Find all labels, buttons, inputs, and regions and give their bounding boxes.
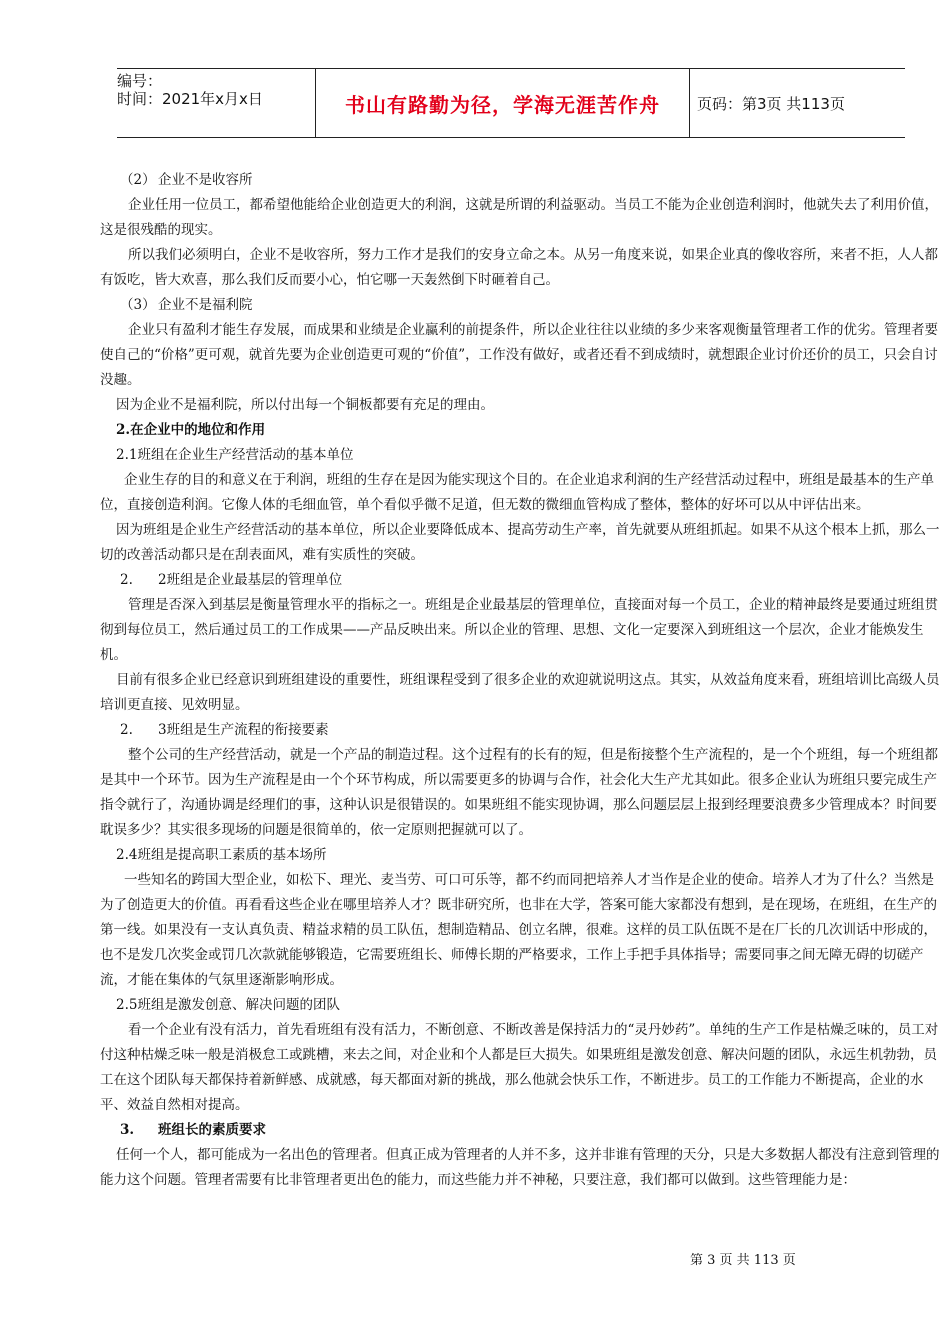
body-paragraph: 整个公司的生产经营活动，就是一个产品的制造过程。这个过程有的长有的短，但是衔接整个生产流程的，是一个个班组，每一个班组都是其中一个环节。因为生产流程是由一个个环节构成，所以需要更多的协调与合作，社会化大生产尤其如此。很多企业认为班组只要完成生产指令就行了，沟通协调是经理们的事，这种认识是很错误的。如果班组不能实现协调，那么问题层层上报到经理要浪费多少管理成本？时间要耽误多少？其实很多现场的问题是很简单的，依一定原则把握就可以了。 xyxy=(100,747,938,838)
heading-text: 企业不是福利院 xyxy=(158,297,253,313)
heading-number: 2. xyxy=(120,572,133,588)
header-motto-cell xyxy=(315,69,690,137)
doc-date-label: 时间：2021年x月x日 xyxy=(117,90,263,108)
header-meta xyxy=(117,69,315,137)
body-paragraph: 管理是否深入到基层是衡量管理水平的指标之一。班组是企业最基层的管理单位，直接面对每一个员工，企业的精神最终是要通过班组贯彻到每位员工，然后通过员工的工作成果——产品反映出来。所以企业的管理、思想、文化一定要深入到班组这一个层次，企业才能焕发生机。 xyxy=(100,597,938,663)
body-paragraph: 因为班组是企业生产经营活动的基本单位，所以企业要降低成本、提高劳动生产率，首先就要从班组抓起。如果不从这个根本上抓，那么一切的改善活动都只是在刮表面风，难有实质性的突破。 xyxy=(100,522,940,563)
heading-number: （2） xyxy=(120,172,156,188)
heading-text: 班组长的素质要求 xyxy=(158,1122,266,1138)
body-paragraph: 一些知名的跨国大型企业，如松下、理光、麦当劳、可口可乐等，都不约而同把培养人才当作是企业的使命。培养人才为了什么？当然是为了创造更大的价值。再看看这些企业在哪里培养人才？既非研究所，也非在大学，答案可能大家都没有想到，是在现场，在班组，在生产的第一线。如果没有一支认真负责、精益求精的员工队伍，想制造精品、创立名牌，很难。这样的员工队伍既不是在厂长的几次训话中形成的，也不是发几次奖金或罚几次款就能够锻造，它需要班组长、师傅长期的严格要求，工作上手把手具体指导；需要同事之间无障无碍的切磋产流，才能在集体的气氛里逐渐影响形成。 xyxy=(100,872,937,988)
heading-text: 3班组是生产流程的衔接要素 xyxy=(158,722,329,738)
body-paragraph: 企业任用一位员工，都希望他能给企业创造更大的利润，这就是所谓的利益驱动。当员工不能为企业创造利润时，他就失去了利用价值，这是很残酷的现实。 xyxy=(100,197,938,238)
heading-text: 企业不是收容所 xyxy=(158,172,253,188)
body-paragraph: 看一个企业有没有活力，首先看班组有没有活力，不断创意、不断改善是保持活力的“灵丹妙药”。单纯的生产工作是枯燥乏味的，员工对付这种枯燥乏味一般是消极怠工或跳槽，来去之间，对企业和个人都是巨大损失。如果班组是激发创意、解决问题的团队，永远生机勃勃，员工在这个团队每天都保持着新鲜感、成就感，每天都面对新的挑战，那么他就会快乐工作，不断进步。员工的工作能力不断提高，企业的水平、效益自然相对提高。 xyxy=(100,1022,939,1113)
section-heading xyxy=(100,568,940,593)
section-heading xyxy=(100,718,940,743)
heading-text: 2班组是企业最基层的管理单位 xyxy=(158,572,343,588)
body-paragraph: 企业生存的目的和意义在于利润，班组的生存在是因为能实现这个目的。在企业追求利润的生产经营活动过程中，班组是最基本的生产单位，直接创造利润。它像人体的毛细血管，单个看似乎微不足道，但无数的微细血管构成了整体，整体的好坏可以从中评估出来。 xyxy=(100,472,934,513)
header-motto: 书山有路勤为径，学海无涯苦作舟 xyxy=(345,92,660,117)
body-paragraph: 企业只有盈利才能生存发展，而成果和业绩是企业赢利的前提条件，所以企业往往以业绩的多少来客观衡量管理者工作的优劣。管理者要使自己的“价格”更可观，就首先要为企业创造更可观的“价值”，工作没有做好，或者还看不到成绩时，就想跟企业讨价还价的员工，只会自讨没趣。 xyxy=(100,322,938,388)
doc-number-label: 编号： xyxy=(117,72,163,90)
subsection-heading: 2.1班组在企业生产经营活动的基本单位 xyxy=(116,447,354,463)
section-heading xyxy=(100,168,940,193)
subsection-heading: 2.5班组是激发创意、解决问题的团队 xyxy=(116,997,340,1013)
section-heading xyxy=(100,293,940,318)
subsection-heading: 2.4班组是提高职工素质的基本场所 xyxy=(116,847,327,863)
body-paragraph: 任何一个人，都可能成为一名出色的管理者。但真正成为管理者的人并不多，这并非谁有管理的天分，只是大多数据人都没有注意到管理的能力这个问题。管理者需要有比非管理者更出色的能力，而这些能力并不神秘，只要注意，我们都可以做到。这些管理能力是： xyxy=(100,1147,940,1188)
chapter-heading: 2.在企业中的地位和作用 xyxy=(116,422,266,438)
body-paragraph: 目前有很多企业已经意识到班组建设的重要性，班组课程受到了很多企业的欢迎就说明这点。其实，从效益角度来看，班组培训比高级人员培训更直接、见效明显。 xyxy=(100,672,940,713)
body-paragraph: 所以我们必须明白，企业不是收容所，努力工作才是我们的安身立命之本。从另一角度来说，如果企业真的像收容所，来者不拒，人人都有饭吃，皆大欢喜，那么我们反而要小心，怕它哪一天轰然倒下时砸着自己。 xyxy=(100,247,938,288)
heading-number: 3. xyxy=(120,1122,135,1138)
body-paragraph: 因为企业不是福利院，所以付出每一个铜板都要有充足的理由。 xyxy=(116,397,494,413)
page-footer: 第 3 页 共 113 页 xyxy=(690,1253,796,1268)
chapter-heading xyxy=(100,1118,940,1143)
heading-number: （3） xyxy=(120,297,156,313)
heading-number: 2. xyxy=(120,722,133,738)
page-header xyxy=(117,68,905,138)
header-page-info: 页码：第3页 共113页 xyxy=(697,94,845,113)
document-body xyxy=(100,168,940,1193)
